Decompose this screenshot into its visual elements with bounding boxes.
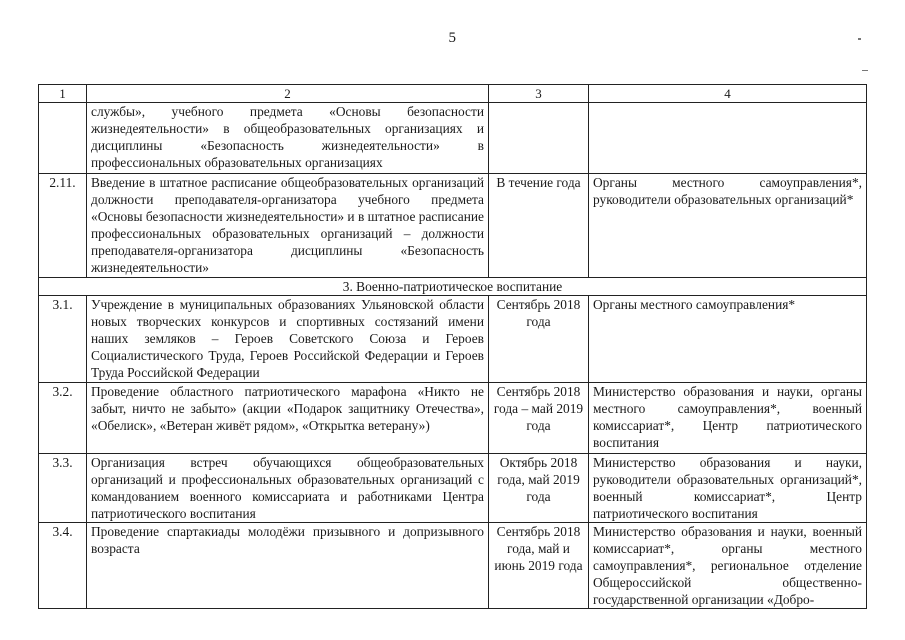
row-description: Организация встреч обучающихся общеобразовательных организаций и профессиональных образовательных организаций с командованием военного комиссариата и работниками Центра патриотического воспитания bbox=[87, 454, 489, 523]
plan-table bbox=[38, 84, 867, 609]
row-responsible: Министерство образования и науки, военный комиссариат*, органы местного самоуправления*, региональное отделение Общероссийской общественно-государственной организации «Добро- bbox=[589, 523, 867, 609]
section-heading-row bbox=[39, 278, 867, 296]
row-responsible: Министерство образования и науки, органы местного самоуправления*, военный комиссариат*, Центр патриотического воспитания bbox=[589, 383, 867, 454]
scan-speck bbox=[862, 70, 868, 71]
row-responsible: Органы местного самоуправления*, руководители образовательных организаций* bbox=[589, 174, 867, 278]
table-row bbox=[39, 454, 867, 523]
row-number: 3.4. bbox=[39, 523, 87, 609]
table-row bbox=[39, 383, 867, 454]
row-period: Сентябрь 2018 года bbox=[489, 296, 589, 383]
row-period: Сентябрь 2018 года – май 2019 года bbox=[489, 383, 589, 454]
row-description: Проведение спартакиады молодёжи призывного и допризывного возраста bbox=[87, 523, 489, 609]
row-responsible bbox=[589, 103, 867, 174]
table-row-continuation bbox=[39, 103, 867, 174]
page-number: 5 bbox=[448, 30, 457, 46]
table-header-row bbox=[39, 85, 867, 103]
section-title: 3. Военно-патриотическое воспитание bbox=[39, 278, 867, 296]
row-number: 3.3. bbox=[39, 454, 87, 523]
header-col-2: 2 bbox=[87, 85, 489, 103]
header-col-1: 1 bbox=[39, 85, 87, 103]
header-col-4: 4 bbox=[589, 85, 867, 103]
row-period bbox=[489, 103, 589, 174]
row-period: В течение года bbox=[489, 174, 589, 278]
table-row bbox=[39, 296, 867, 383]
row-number bbox=[39, 103, 87, 174]
scan-speck bbox=[858, 38, 861, 40]
table-row bbox=[39, 523, 867, 609]
row-description: Проведение областного патриотического марафона «Никто не забыт, ничто не забыто» (акции «Подарок защитнику Отечества», «Обелиск», «Ветеран живёт рядом», «Открытка ветерану») bbox=[87, 383, 489, 454]
row-description: Учреждение в муниципальных образованиях Ульяновской области новых творческих конкурсов и спортивных состязаний имени наших земляков – Героев Советского Союза и Героев Социалистического Труда, Героев Российской Федерации и Героев Труда Российской Федерации bbox=[87, 296, 489, 383]
row-period: Октябрь 2018 года, май 2019 года bbox=[489, 454, 589, 523]
row-responsible: Органы местного самоуправления* bbox=[589, 296, 867, 383]
row-responsible: Министерство образования и науки, руководители образовательных организаций*, военный комиссариат*, Центр патриотического воспитания bbox=[589, 454, 867, 523]
row-number: 3.2. bbox=[39, 383, 87, 454]
row-number: 2.11. bbox=[39, 174, 87, 278]
table-row bbox=[39, 174, 867, 278]
row-number: 3.1. bbox=[39, 296, 87, 383]
row-period: Сентябрь 2018 года, май и июнь 2019 года bbox=[489, 523, 589, 609]
row-description: службы», учебного предмета «Основы безопасности жизнедеятельности» в общеобразовательных организациях и дисциплины «Безопасность жизнедеятельности» в профессиональных образовательных организациях bbox=[87, 103, 489, 174]
header-col-3: 3 bbox=[489, 85, 589, 103]
row-description: Введение в штатное расписание общеобразовательных организаций должности преподавателя-организатора учебного предмета «Основы безопасности жизнедеятельности» и в штатное расписание профессиональных образовательных организаций – должности преподавателя-организатора дисциплины «Безопасность жизнедеятельности» bbox=[87, 174, 489, 278]
